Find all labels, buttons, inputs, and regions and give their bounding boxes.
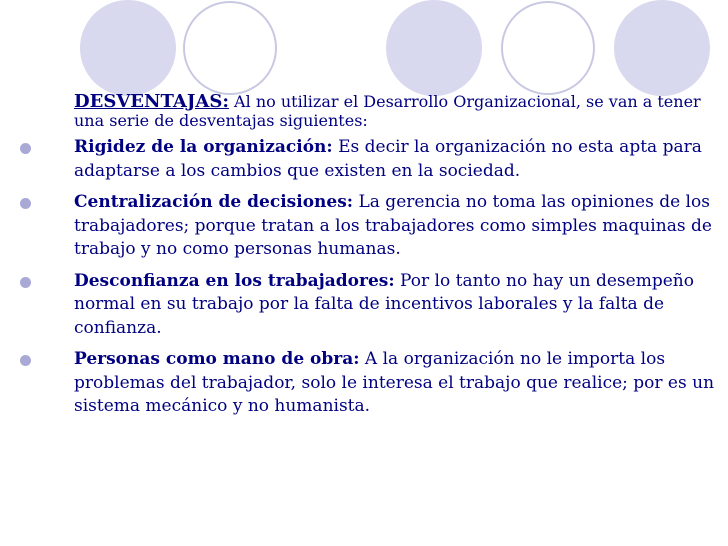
point-text: A la organización no le importa los problemas del trabajador, solo le interesa el trabajo que realice; por es un sistema mecánico y no humanista. — [74, 349, 715, 416]
intro-text: Al no utilizar el Desarrollo Organizacional, se van a tener una serie de desventajas siguientes: — [74, 92, 701, 130]
list-item — [20, 270, 720, 341]
list-item — [20, 191, 720, 262]
slide-content — [20, 92, 720, 427]
circle-filled-3 — [614, 0, 710, 96]
bullet-icon — [20, 143, 31, 154]
intro-paragraph — [74, 92, 720, 130]
point-term: Personas como mano de obra: — [74, 349, 360, 369]
point-term: Centralización de decisiones: — [74, 192, 354, 212]
list-item — [20, 136, 720, 183]
point-text: La gerencia no toma las opiniones de los trabajadores; porque tratan a los trabajadores como simples maquinas de trabajo y no como personas humanas. — [74, 192, 712, 259]
circle-filled-1 — [80, 0, 176, 96]
point-term: Rigidez de la organización: — [74, 137, 333, 157]
circle-filled-2 — [386, 0, 482, 96]
point-text: Por lo tanto no hay un desempeño normal en su trabajo por la falta de incentivos laborales y la falta de confianza. — [74, 270, 694, 338]
point-text: Es decir la organización no esta apta para adaptarse a los cambios que existen en la sociedad. — [74, 137, 702, 181]
list-item — [20, 348, 720, 419]
bullet-icon — [20, 277, 31, 288]
bullet-icon — [20, 355, 31, 366]
bullet-icon — [20, 198, 31, 209]
intro-heading: DESVENTAJAS: — [74, 91, 229, 112]
disadvantages-list — [20, 136, 720, 419]
point-term: Desconfianza en los trabajadores: — [74, 270, 395, 291]
circle-outline-1 — [184, 2, 276, 94]
circle-outline-2 — [502, 2, 594, 94]
